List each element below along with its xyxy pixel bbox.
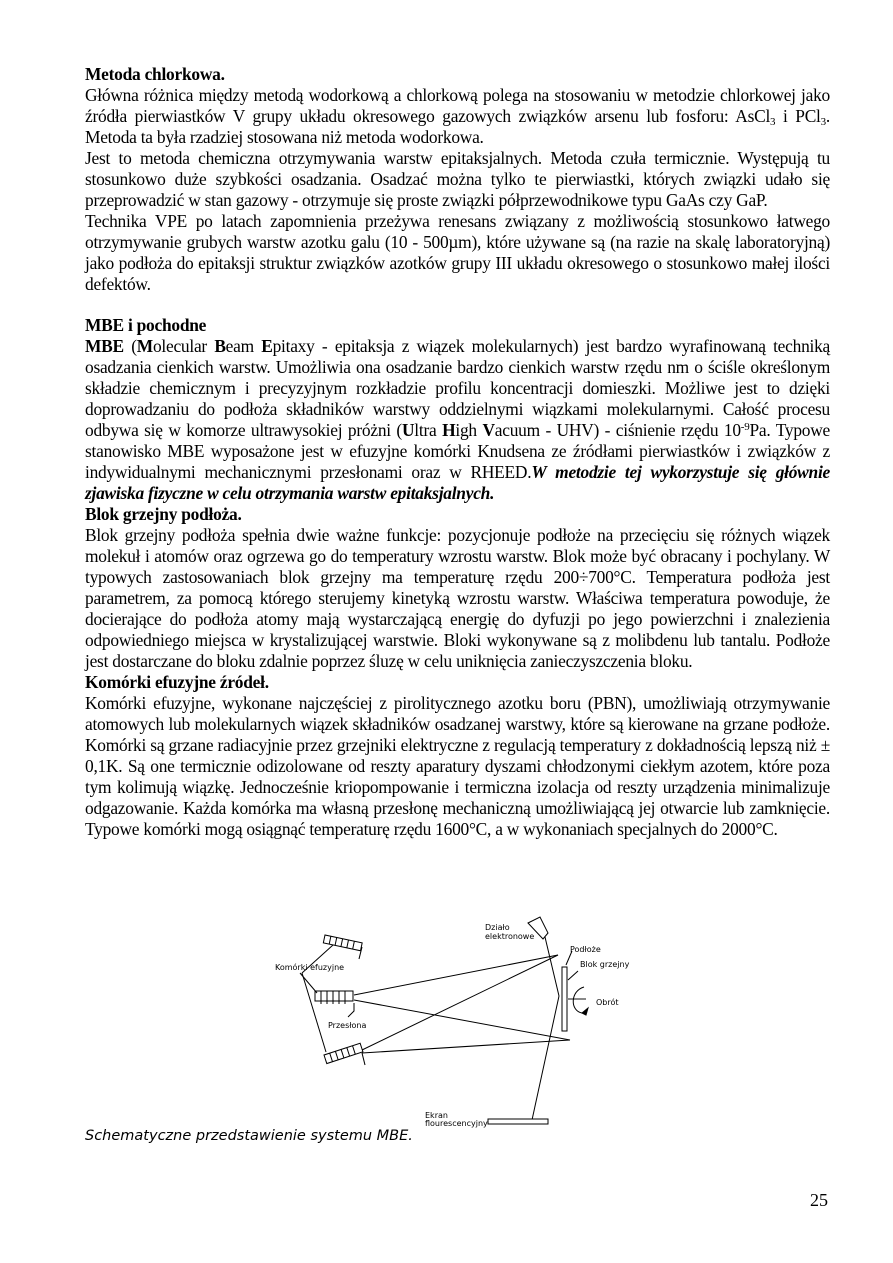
label-przeslona: Przesłona [328, 1021, 367, 1030]
figure-caption: Schematyczne przedstawienie systemu MBE. [85, 1128, 413, 1144]
label-dzialo-2: elektronowe [485, 932, 535, 941]
heading-komorki-efuzyjne: Komórki efuzyjne źródeł. [85, 672, 269, 692]
mbe-schematic-diagram [270, 915, 670, 1135]
heading-blok-grzejny: Blok grzejny podłoża. [85, 504, 242, 524]
spacer [85, 295, 830, 315]
label-obrot: Obrót [596, 998, 619, 1007]
effusion-cell-middle [315, 991, 353, 1004]
label-dzialo-1: Działo [485, 923, 510, 932]
paragraph-komorki-1: Komórki efuzyjne, wykonane najczęściej z pirolitycznego azotku boru (PBN), umożliwiają otrzymywanie atomowych lub molekularnych wiązek składników osadzanej warstwy, które są kierowane na grzane podłoże. Komórki są grzane radiacyjnie przez grzejniki elektryczne z regulacją temperatury z dokładnością lepszą niż ± 0,1K. Są one termicznie odizolowane od reszty aparatury dyszami chłodzonymi ciekłym azotem, które poza tym kolimują wiązkę. Jednocześnie kriopompowanie i termiczna izolacja od reszty urządzenia minimalizuje odgazowanie. Każda komórka ma własną przesłonę mechaniczną umożliwiającą jej otwarcie lub zamknięcie. Typowe komórki mogą osiągnąć temperaturę rzędu 1600°C, a w wykonaniach specjalnych do 2000°C. [85, 693, 830, 839]
document-page [85, 64, 830, 840]
paragraph-chlorkowa-1: Główna różnica między metodą wodorkową a chlorkową polega na stosowaniu w metodzie chlorkowej jako źródła pierwiastków V grupy układu okresowego gazowych związków arsenu lub fosforu: AsCl$_3$ i PCl$_3$. Metoda ta była rzadziej stosowana niż metoda wodorkowa. [85, 85, 830, 147]
label-komorki: Komórki efuzyjne [275, 963, 345, 972]
paragraph-blok-1: Blok grzejny podłoża spełnia dwie ważne funkcje: pozycjonuje podłoże na przecięciu się różnych wiązek molekuł i atomów oraz ogrzewa go do temperatury wzrostu warstw. Blok może być obracany i pochylany. W typowych zastosowaniach blok grzejny ma temperaturę rzędu 200÷700°C. Temperatura podłoża jest parametrem, za pomocą którego sterujemy kinetyką wzrostu warstw. Właściwa temperatura powoduje, że docierające do podłoża atomy mają wystarczającą energię do dyfuzji po jego powierzchni i znalezienia odpowiedniego miejsca w krystalizującej warstwie. Bloki wykonywane są z molibdenu lub tantalu. Podłoże jest dostarczane do bloku zdalnie poprzez śluzę w celu uniknięcia zanieczyszczenia bloku. [85, 525, 830, 671]
label-ekran-2: flourescencyjny [425, 1119, 488, 1128]
label-ekran-1: Ekran [425, 1111, 448, 1120]
emphasis-text: W metodzie tej wykorzystuje się głównie zjawiska fizyczne w celu otrzymania warstw epitaksjalnych. [85, 462, 830, 503]
effusion-cell-bottom [324, 1043, 363, 1063]
fluorescent-screen [488, 1119, 548, 1124]
heading-mbe: MBE i pochodne [85, 315, 207, 335]
heading-metoda-chlorkowa: Metoda chlorkowa. [85, 64, 225, 84]
paragraph-mbe-1: MBE (Molecular Beam Epitaxy - epitaksja z wiązek molekularnych) jest bardzo wyrafinowaną techniką osadzania cienkich warstw. Umożliwia ona osadzanie bardzo cienkich warstw rzędu nm o ściśle określonym składzie chemicznym i precyzyjnym rozkładzie profilu koncentracji domieszki. Możliwe jest to dzięki doprowadzaniu do podłoża składników warstwy oddzielnymi wiązkami molekularnymi. Całość procesu odbywa się w komorze ultrawysokiej próżni (Ultra High Vacuum - UHV) - ciśnienie rzędu $10^{-9}Pa$. Typowe stanowisko MBE wyposażone jest w efuzyjne komórki Knudsena ze źródłami pierwiastków i związków z indywidualnymi mechanicznymi przesłonami oraz w RHEED.W metodzie tej wykorzystuje się głównie zjawiska fizyczne w celu otrzymania warstw epitaksjalnych. [85, 336, 831, 503]
page-number: 25 [810, 1190, 828, 1210]
paragraph-chlorkowa-2: Jest to metoda chemiczna otrzymywania warstw epitaksjalnych. Metoda czuła termicznie. Występują tu stosunkowo duże szybkości osadzania. Osadzać można tylko te pierwiastki, których związki udało się przeprowadzić w stan gazowy - otrzymuje się proste związki półprzewodnikowe typu GaAs czy GaP. [85, 148, 830, 210]
paragraph-chlorkowa-3: Technika VPE po latach zapomnienia przeżywa renesans związany z możliwością stosunkowo łatwego otrzymywanie grubych warstw azotku galu (10 - 500µm), które używane są (na razie na skalę laboratoryjną) jako podłoża do epitaksji struktur związków azotków grupy III układu okresowego o stosunkowo małej ilości defektów. [85, 211, 830, 294]
label-podloze: Podłoże [570, 945, 601, 954]
label-blok: Blok grzejny [580, 960, 630, 969]
